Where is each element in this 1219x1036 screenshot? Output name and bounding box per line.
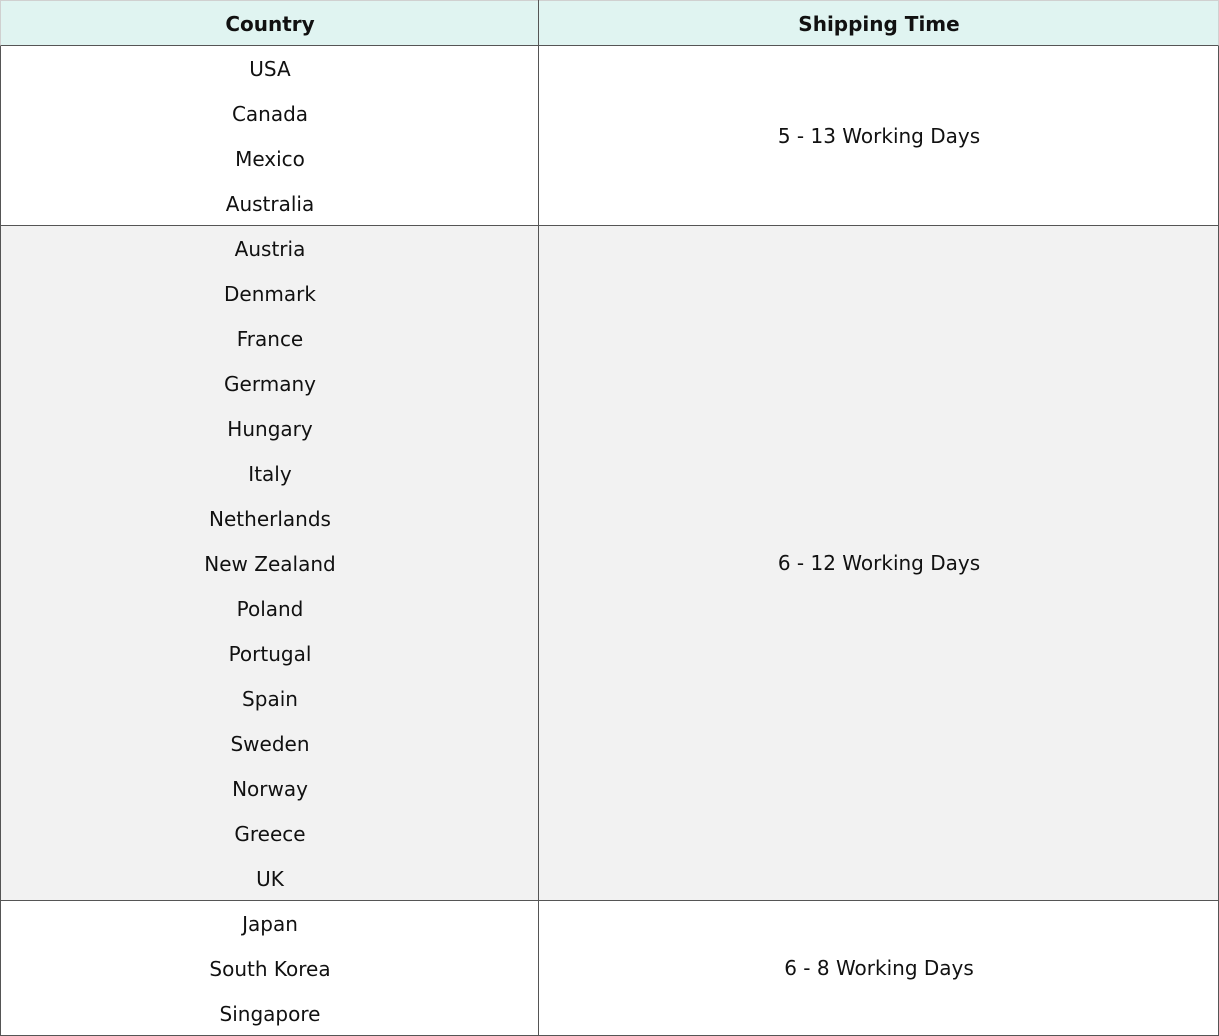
table-header — [0, 0, 1219, 46]
country-cell: Australia — [225, 191, 315, 216]
country-cell: Austria — [234, 236, 306, 261]
country-cell: Norway — [232, 776, 308, 801]
shipping-group-2 — [0, 226, 1219, 901]
shipping-group-3 — [0, 901, 1219, 1036]
country-list — [1, 226, 539, 901]
country-list — [1, 901, 539, 1036]
country-column-header: Country — [225, 11, 315, 36]
country-cell: UK — [256, 866, 284, 891]
country-cell: Greece — [234, 821, 306, 846]
shipping-time-cell: 6 - 8 Working Days — [784, 956, 974, 980]
country-cell: Japan — [242, 911, 298, 936]
country-cell: Portugal — [228, 641, 312, 666]
shipping-time-column-header: Shipping Time — [798, 11, 960, 36]
country-cell: Germany — [224, 371, 316, 396]
country-cell: Canada — [231, 101, 309, 126]
shipping-time-cell: 6 - 12 Working Days — [777, 551, 981, 575]
country-cell: France — [236, 326, 304, 351]
shipping-group-1 — [0, 46, 1219, 226]
country-cell: Mexico — [235, 146, 305, 171]
country-cell: Singapore — [219, 1001, 321, 1026]
column-divider — [538, 0, 539, 1036]
country-cell: Spain — [242, 686, 298, 711]
country-cell: Sweden — [230, 731, 310, 756]
country-cell: Netherlands — [209, 506, 331, 531]
shipping-time-cell: 5 - 13 Working Days — [777, 123, 981, 148]
country-cell: Poland — [236, 596, 304, 621]
country-cell: USA — [249, 56, 291, 81]
country-cell: New Zealand — [204, 551, 336, 576]
country-cell: South Korea — [209, 956, 331, 981]
country-cell: Italy — [248, 461, 292, 486]
country-cell: Hungary — [227, 416, 313, 441]
country-cell: Denmark — [224, 281, 316, 306]
country-list — [1, 46, 539, 226]
